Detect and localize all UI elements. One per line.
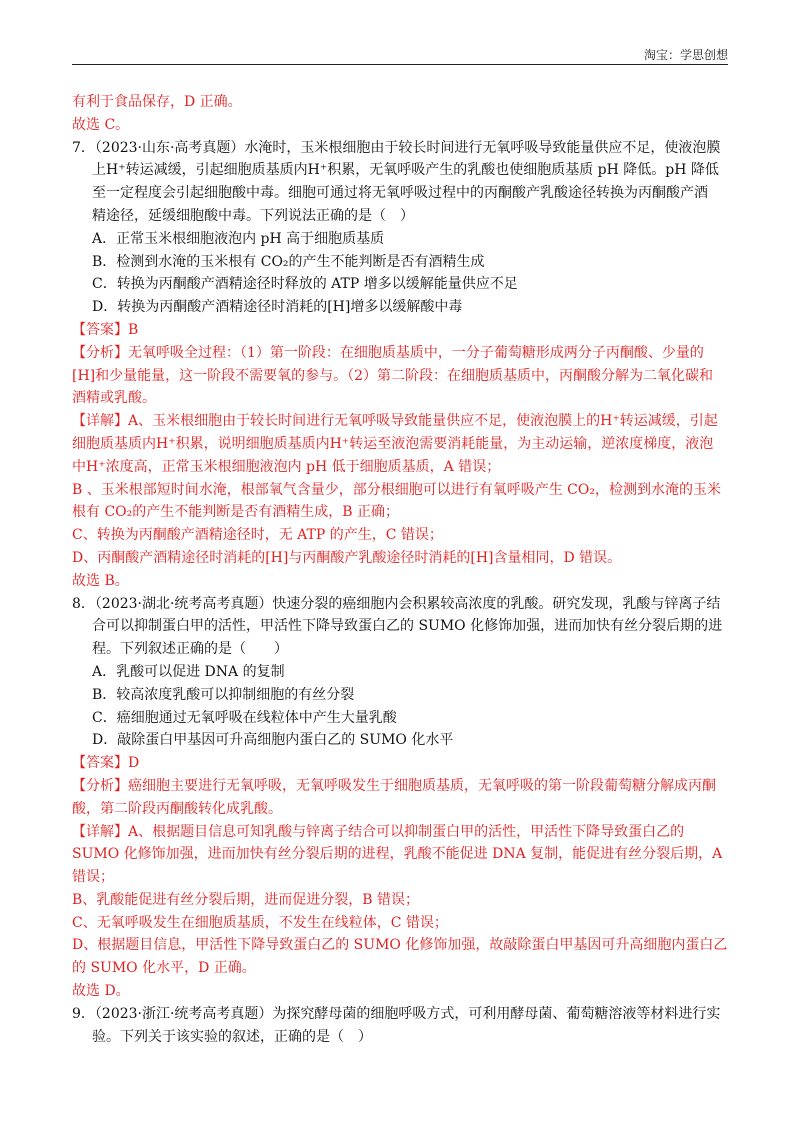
- text-line: B、乳酸能促进有丝分裂后期，进而促进分裂，B 错误；: [72, 891, 420, 908]
- text-line: 上H⁺转运减缓，引起细胞质基质内H⁺积累，无氧呼吸产生的乳酸也使细胞质基质 pH 降低。pH 降低: [92, 162, 719, 179]
- text-line: 9．（2023·浙江·统考高考真题）为探究酵母菌的细胞呼吸方式，可利用酵母菌、葡萄糖溶液等材料进行实: [72, 1005, 721, 1022]
- text-line: 8．（2023·湖北·统考高考真题）快速分裂的癌细胞内会积累较高浓度的乳酸。研究发现，乳酸与锌离子结: [72, 595, 721, 612]
- text-line: C．转换为丙酮酸产酒精途径时释放的 ATP 增多以缓解能量供应不足: [92, 276, 518, 293]
- text-line: A．正常玉米根细胞液泡内 pH 高于细胞质基质: [92, 230, 385, 247]
- text-line: D．敲除蛋白甲基因可升高细胞内蛋白乙的 SUMO 化水平: [92, 732, 454, 749]
- header-text: 淘宝：学思创想: [643, 48, 728, 62]
- text-line: 故选 D。: [72, 983, 130, 1000]
- text-line: 7．（2023·山东·高考真题）水淹时，玉米根细胞由于较长时间进行无氧呼吸导致能量供应不足，使液泡膜: [72, 139, 721, 156]
- text-line: 【详解】A、根据题目信息可知乳酸与锌离子结合可以抑制蛋白甲的活性，甲活性下降导致蛋白乙的: [72, 823, 685, 840]
- text-line: [H]和少量能量，这一阶段不需要氧的参与。（2）第二阶段：在细胞质基质中，丙酮酸分解为二氧化碳和: [72, 367, 714, 384]
- text-line: 【分析】癌细胞主要进行无氧呼吸，无氧呼吸发生于细胞质基质，无氧呼吸的第一阶段葡萄糖分解成丙酮: [72, 777, 716, 794]
- text-line: 【详解】A、玉米根细胞由于较长时间进行无氧呼吸导致能量供应不足，使液泡膜上的H⁺转运减缓，引起: [72, 413, 718, 430]
- text-line: 中H⁺浓度高，正常玉米根细胞液泡内 pH 低于细胞质基质，A 错误；: [72, 458, 501, 475]
- text-line: 【答案】B: [72, 321, 139, 338]
- text-line: 错误；: [72, 869, 114, 886]
- text-line: 合可以抑制蛋白甲的活性，甲活性下降导致蛋白乙的 SUMO 化修饰加强，进而加快有丝分裂后期的进: [92, 618, 723, 635]
- text-line: A．乳酸可以促进 DNA 的复制: [92, 663, 285, 680]
- text-line: 故选 C。: [72, 116, 130, 133]
- text-line: D、根据题目信息，甲活性下降导致蛋白乙的 SUMO 化修饰加强，故敲除蛋白甲基因可升高细胞内蛋白乙: [72, 937, 728, 954]
- text-line: D．转换为丙酮酸产酒精途径时消耗的[H]增多以缓解酸中毒: [92, 299, 463, 316]
- text-line: 至一定程度会引起细胞酸中毒。细胞可通过将无氧呼吸过程中的丙酮酸产乳酸途径转换为丙酮酸产酒: [92, 185, 708, 202]
- text-line: 有利于食品保存，D 正确。: [72, 94, 242, 110]
- text-line: SUMO 化修饰加强，进而加快有丝分裂后期的进程，乳酸不能促进 DNA 复制，能促进有丝分裂后期，A: [72, 846, 723, 863]
- text-line: 根有 CO₂的产生不能判断是否有酒精生成，B 正确；: [72, 504, 399, 521]
- text-line: B．较高浓度乳酸可以抑制细胞的有丝分裂: [92, 686, 355, 703]
- text-line: 细胞质基质内H⁺积累，说明细胞质基质内H⁺转运至液泡需要消耗能量，为主动运输，逆浓度梯度，液泡: [72, 435, 714, 452]
- text-line: 酒精或乳酸。: [72, 390, 156, 407]
- text-line: C．癌细胞通过无氧呼吸在线粒体中产生大量乳酸: [92, 709, 397, 726]
- text-line: C、转换为丙酮酸产酒精途径时，无 ATP 的产生，C 错误；: [72, 527, 443, 544]
- text-line: 酸，第二阶段丙酮酸转化成乳酸。: [72, 800, 282, 817]
- text-line: B．检测到水淹的玉米根有 CO₂的产生不能判断是否有酒精生成: [92, 253, 485, 270]
- text-line: B 、玉米根部短时间水淹，根部氧气含量少，部分根细胞可以进行有氧呼吸产生 CO₂，检测到水淹的玉米: [72, 481, 721, 498]
- text-line: 故选 B。: [72, 572, 129, 589]
- text-line: 程。下列叙述正确的是（ ）: [92, 641, 288, 658]
- text-line: 验。下列关于该实验的叙述，正确的是（ ）: [92, 1028, 372, 1045]
- text-line: 的 SUMO 化水平，D 正确。: [72, 960, 256, 977]
- text-line: 精途径，延缓细胞酸中毒。下列说法正确的是（ ）: [92, 207, 414, 224]
- text-line: C、无氧呼吸发生在细胞质基质，不发生在线粒体，C 错误；: [72, 914, 448, 931]
- page-header: [72, 42, 728, 65]
- text-line: 【分析】无氧呼吸全过程：（1）第一阶段：在细胞质基质中，一分子葡萄糖形成两分子丙酮酸、少量的: [72, 344, 704, 361]
- document-body: [72, 91, 732, 1048]
- text-line: 【答案】D: [72, 755, 140, 772]
- text-line: D、丙酮酸产酒精途径时消耗的[H]与丙酮酸产乳酸途径时消耗的[H]含量相同，D 错误。: [72, 549, 622, 566]
